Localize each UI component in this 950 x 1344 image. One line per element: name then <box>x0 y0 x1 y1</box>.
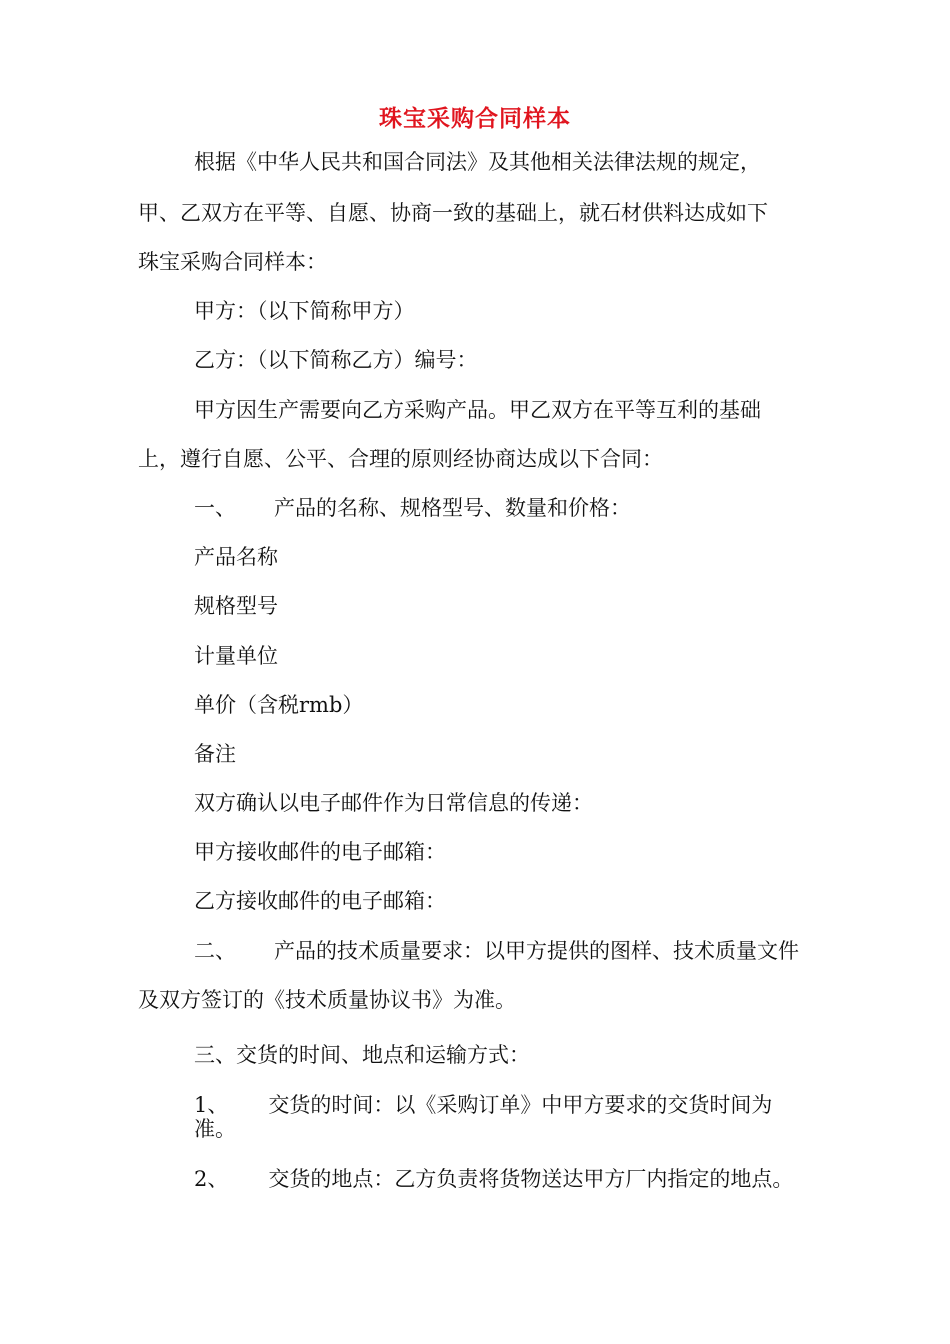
list-marker: 2、 <box>194 1167 229 1191</box>
field-spec-model: 规格型号 <box>194 594 278 618</box>
field-remarks: 备注 <box>194 742 236 766</box>
document-title: 珠宝采购合同样本 <box>379 105 571 132</box>
section-heading-3: 三、交货的时间、地点和运输方式： <box>194 1043 530 1067</box>
paragraph-line: 甲、乙双方在平等、自愿、协商一致的基础上，就石材供料达成如下 <box>138 201 768 225</box>
paragraph-line: 及双方签订的《技术质量协议书》为准。 <box>138 988 516 1012</box>
party-a-email-line: 甲方接收邮件的电子邮箱： <box>194 840 446 864</box>
paragraph-line: 根据《中华人民共和国合同法》及其他相关法律法规的规定， <box>194 150 761 174</box>
section-heading-2 <box>194 936 799 966</box>
list-item-text: 交货的地点：乙方负责将货物送达甲方厂内指定的地点。 <box>268 1167 794 1191</box>
field-unit: 计量单位 <box>194 644 278 668</box>
section-marker: 二、 <box>194 939 236 963</box>
list-item-1-continuation: 准。 <box>194 1117 236 1141</box>
list-item-1 <box>194 1093 772 1117</box>
paragraph-line: 甲方因生产需要向乙方采购产品。甲乙双方在平等互利的基础 <box>194 398 761 422</box>
field-unit-price: 单价（含税rmb） <box>194 693 364 717</box>
list-item-text: 交货的时间：以《采购订单》中甲方要求的交货时间为 <box>268 1093 773 1117</box>
party-a-line: 甲方：（以下简称甲方） <box>194 299 415 323</box>
section-heading-1 <box>194 493 631 523</box>
list-item-2 <box>194 1164 793 1194</box>
party-b-line: 乙方：（以下简称乙方）编号： <box>194 348 478 372</box>
party-b-email-line: 乙方接收邮件的电子邮箱： <box>194 889 446 913</box>
paragraph-line: 上，遵行自愿、公平、合理的原则经协商达成以下合同： <box>138 447 663 471</box>
field-product-name: 产品名称 <box>194 545 278 569</box>
section-heading-text: 产品的技术质量要求：以甲方提供的图样、技术质量文件 <box>274 939 799 963</box>
list-marker: 1、 <box>194 1093 229 1117</box>
section-heading-text: 产品的名称、规格型号、数量和价格： <box>274 496 631 520</box>
paragraph-line: 双方确认以电子邮件作为日常信息的传递： <box>194 791 593 815</box>
section-marker: 一、 <box>194 496 236 520</box>
paragraph-line: 珠宝采购合同样本： <box>138 250 327 274</box>
